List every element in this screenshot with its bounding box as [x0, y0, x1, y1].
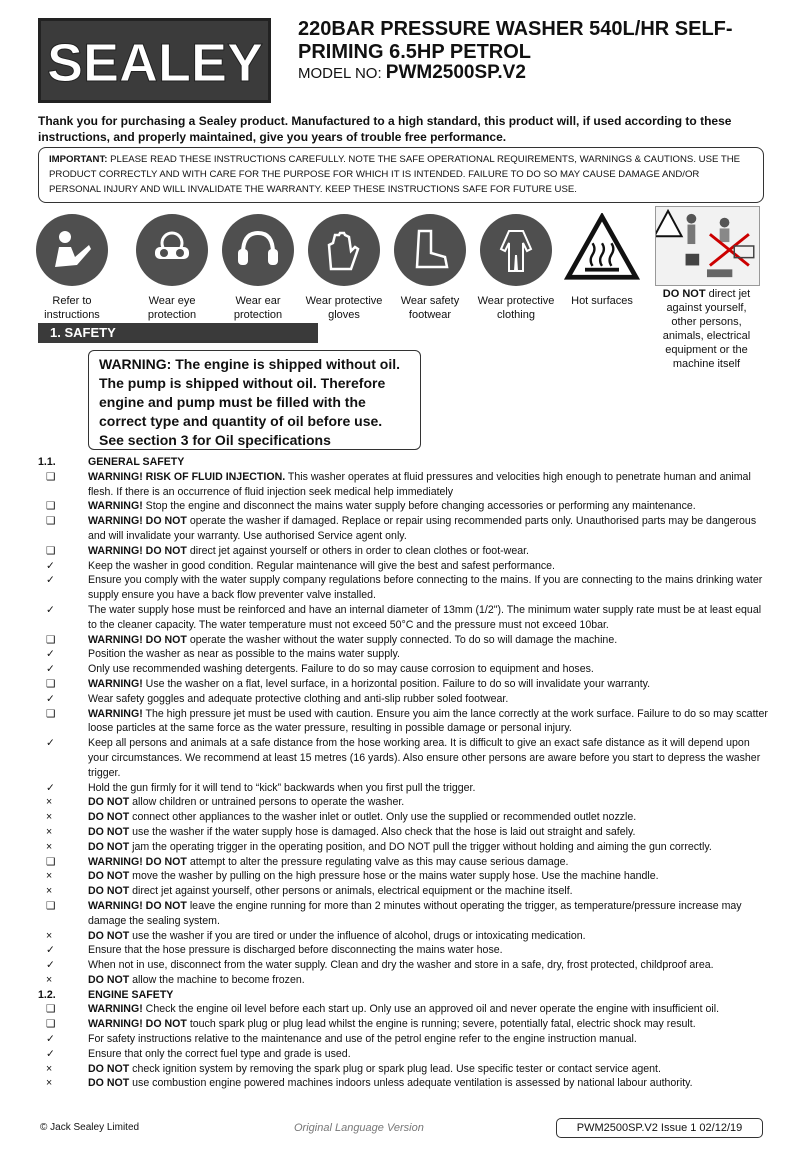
sealey-logo: [38, 18, 271, 103]
bullet-symbol: ✓: [46, 559, 55, 572]
ppe-item: [476, 208, 556, 322]
rule-text: [88, 869, 772, 884]
rule-text: [88, 884, 772, 899]
icon-label: Wear protective clothing: [477, 295, 555, 321]
list-item: [38, 781, 772, 796]
rule-text: [88, 662, 772, 677]
list-item: [38, 1062, 772, 1077]
general-safety-list: [38, 470, 772, 988]
rule-bold: WARNING!: [88, 677, 143, 690]
rule-body: use the washer if you are tired or under the influence of alcohol, drugs or intoxicating medication.: [129, 929, 586, 942]
list-item: [38, 1047, 772, 1062]
bullet-symbol: ❑: [46, 707, 56, 720]
intro-text: Thank you for purchasing a Sealey product. Manufactured to a high standard, this product will, if used according to these instructions, and properly maintained, give you years of trouble free performance.: [38, 114, 732, 144]
section-title: GENERAL SAFETY: [88, 456, 185, 468]
rule-bold: DO NOT: [88, 973, 130, 986]
rule-bold: DO NOT: [88, 796, 130, 809]
bullet-symbol: ✓: [46, 737, 55, 750]
rule-text: [88, 1017, 772, 1032]
no-jet-icon: [656, 207, 757, 283]
model-label: MODEL NO:: [298, 65, 382, 82]
list-item: [38, 544, 772, 559]
list-item: [38, 1032, 772, 1047]
list-item: [38, 514, 772, 544]
list-item: [38, 1076, 772, 1091]
rule-text: [88, 973, 772, 988]
list-item: [38, 973, 772, 988]
rule-bold: WARNING!: [88, 707, 143, 720]
bullet-symbol: ✓: [46, 648, 55, 661]
bullet-symbol: ✓: [46, 603, 55, 616]
rule-text: [88, 559, 772, 574]
bullet-symbol: ❑: [46, 500, 56, 513]
rule-body: allow children or untrained persons to operate the washer.: [129, 796, 405, 809]
rule-body: For safety instructions relative to the maintenance and use of the petrol engine refer to the engine instruction manual.: [88, 1033, 637, 1046]
bullet-symbol: ❑: [46, 470, 56, 483]
list-item: [38, 855, 772, 870]
goggles-icon: [149, 227, 195, 273]
section-heading: 1. SAFETY: [38, 323, 318, 343]
rule-text: [88, 470, 772, 500]
page-title: 220BAR PRESSURE WASHER 540L/HR SELF-PRIMING 6.5HP PETROL: [298, 18, 733, 63]
rule-body: move the washer by pulling on the high pressure hose or the mains water supply hose. Use the machine handle.: [129, 870, 659, 883]
list-item: [38, 692, 772, 707]
rule-text: [88, 603, 772, 633]
rule-text: [88, 1032, 772, 1047]
hot-surface-icon: [564, 213, 640, 281]
rule-bold: DO NOT: [88, 870, 130, 883]
rule-body: allow the machine to become frozen.: [129, 973, 305, 986]
rule-text: [88, 795, 772, 810]
bullet-symbol: ✓: [46, 944, 55, 957]
rule-text: [88, 707, 772, 737]
rule-body: operate the washer if damaged. Replace or repair using recommended parts only. Unauthorised parts may be dangerous and will invalidate your warranty. Use authorised Service agent only.: [88, 515, 757, 542]
rule-text: [88, 736, 772, 780]
rule-bold: WARNING!: [88, 1003, 143, 1016]
list-item: [38, 958, 772, 973]
engine-safety-list: [38, 1002, 772, 1091]
footer-language: Original Language Version: [294, 1122, 424, 1134]
important-label: IMPORTANT:: [49, 154, 108, 165]
list-item: [38, 943, 772, 958]
rule-text: [88, 958, 772, 973]
section-title: ENGINE SAFETY: [88, 988, 174, 1001]
bullet-symbol: ✓: [46, 663, 55, 676]
ear-defenders-icon: [235, 227, 281, 273]
bullet-symbol: ×: [46, 929, 53, 942]
rule-text: [88, 1047, 772, 1062]
bullet-symbol: ×: [46, 1062, 53, 1075]
rule-bold: DO NOT: [88, 825, 130, 838]
rule-body: Keep the washer in good condition. Regular maintenance will give the best and safest performance.: [88, 559, 555, 572]
ppe-item: [132, 208, 212, 322]
rule-text: [88, 825, 772, 840]
ppe-item: [218, 208, 298, 322]
rule-text: [88, 1076, 772, 1091]
bullet-symbol: ❑: [46, 677, 56, 690]
list-item: [38, 707, 772, 737]
rule-text: [88, 647, 772, 662]
bullet-symbol: ❑: [46, 544, 56, 557]
footer-copyright: © Jack Sealey Limited: [40, 1122, 140, 1133]
rule-text: [88, 514, 772, 544]
model-number: [298, 62, 526, 84]
bullet-symbol: ×: [46, 870, 53, 883]
rule-text: [88, 810, 772, 825]
rule-body: leave the engine running for more than 2 minutes without operating the trigger, as temperature/pressure increase may damage the sealing system.: [88, 899, 742, 927]
rule-bold: WARNING!: [88, 500, 143, 513]
bullet-symbol: ×: [46, 885, 53, 898]
rule-text: [88, 1062, 772, 1077]
list-item: [38, 884, 772, 899]
rule-body: direct jet against yourself, other persons or animals, electrical equipment or the machine itself.: [129, 885, 573, 898]
bullet-symbol: ✓: [46, 1033, 55, 1046]
list-item: [38, 929, 772, 944]
svg-text:SEALEY: SEALEY: [46, 32, 263, 93]
rule-text: [88, 1002, 772, 1017]
rule-body: use the washer if the water supply hose is damaged. Also check that the hose is laid out straight and safely.: [129, 825, 636, 838]
section-number: 1.1.: [38, 456, 56, 468]
rule-bold: WARNING! DO NOT: [88, 633, 187, 646]
oil-warning-box: WARNING: The engine is shipped without oil. The pump is shipped without oil. Therefore engine and pump must be filled with the correct type and quantity of oil before use. See section 3 for Oil specifications: [88, 350, 421, 450]
icon-label: Wear ear protection: [233, 295, 283, 321]
list-item: [38, 662, 772, 677]
jet-warning-label: [655, 287, 758, 371]
rule-bold: WARNING! DO NOT: [88, 899, 187, 912]
list-item: [38, 825, 772, 840]
rule-body: This washer operates at fluid pressures and velocities high enough to penetrate human and animal flesh. If there is an occurrence of fluid injection seek medical help immediately: [88, 470, 751, 498]
bullet-symbol: ×: [46, 796, 53, 809]
model-value: PWM2500SP.V2: [385, 62, 526, 83]
rule-body: Keep all persons and animals at a safe distance from the hose working area. It is difficult to give an exact safe distance as it will depend upon your circumstances. We recommend at least 15 metres (16 yards). Also ensure other persons are aware before you start to depress the washer trigger.: [88, 737, 761, 779]
list-item: [38, 1017, 772, 1032]
rule-body: Only use recommended washing detergents. Failure to do so may cause corrosion to equipment and hoses.: [88, 663, 594, 676]
rule-bold: WARNING! RISK OF FLUID INJECTION.: [88, 470, 286, 483]
rule-text: [88, 899, 772, 929]
rule-body: direct jet against yourself or others in order to clean clothes or foot-wear.: [186, 544, 529, 557]
rule-body: Use the washer on a flat, level surface, in a horizontal position. Failure to do so will invalidate your warranty.: [142, 677, 651, 690]
rule-bold: DO NOT: [88, 811, 130, 824]
list-item: [38, 633, 772, 648]
icon-label: Wear eye protection: [147, 295, 197, 321]
list-item: [38, 840, 772, 855]
rule-text: [88, 499, 772, 514]
boot-icon: [407, 227, 453, 273]
rule-body: touch spark plug or plug lead whilst the engine is running; severe, potentially fatal, electric shock may result.: [186, 1018, 696, 1031]
rule-body: The high pressure jet must be used with caution. Ensure you aim the lance correctly at the work surface. Failure to do so may scatter loose particles at the same force as the water pressure, resulting in possible damage or personal injury.: [88, 707, 768, 735]
ppe-item: [562, 208, 642, 308]
bullet-symbol: ❑: [46, 1003, 56, 1016]
safety-rules: [38, 455, 772, 1091]
rule-body: Check the engine oil level before each start up. Only use an approved oil and never operate the engine with insufficient oil.: [142, 1003, 720, 1016]
rule-text: [88, 573, 772, 603]
general-safety-heading: [38, 455, 772, 470]
rule-body: Position the washer as near as possible to the mains water supply.: [88, 648, 400, 661]
bullet-symbol: ✓: [46, 781, 55, 794]
rule-text: [88, 840, 772, 855]
gloves-icon: [321, 227, 367, 273]
list-item: [38, 559, 772, 574]
icon-label: Hot surfaces: [571, 295, 633, 307]
list-item: [38, 499, 772, 514]
rule-text: [88, 943, 772, 958]
jet-warning-image: [655, 206, 760, 286]
rule-body: Hold the gun firmly for it will tend to “kick” backwards when you first pull the trigger.: [88, 781, 476, 794]
rule-body: jam the operating trigger in the operating position, and DO NOT pull the trigger without holding and aiming the gun correctly.: [129, 840, 712, 853]
section-number: 1.2.: [38, 988, 56, 1001]
important-notice: [38, 147, 764, 203]
bullet-symbol: ×: [46, 811, 53, 824]
rule-body: use combustion engine powered machines indoors unless adequate ventilation is assessed by national labour authority.: [129, 1077, 693, 1090]
rule-bold: DO NOT: [88, 885, 130, 898]
ppe-item: [390, 208, 470, 322]
rule-body: check ignition system by removing the spark plug or spark plug lead. Use specific tester or contact service agent.: [129, 1062, 661, 1075]
rule-bold: WARNING! DO NOT: [88, 1018, 187, 1031]
list-item: [38, 603, 772, 633]
ppe-item: [32, 208, 112, 322]
rule-text: [88, 544, 772, 559]
bullet-symbol: ✓: [46, 959, 55, 972]
rule-text: [88, 929, 772, 944]
list-item: [38, 869, 772, 884]
rule-text: [88, 677, 772, 692]
rule-body: When not in use, disconnect from the water supply. Clean and dry the washer and store in a safe, dry, frost protected, childproof area.: [88, 959, 714, 972]
footer-issue: PWM2500SP.V2 Issue 1 02/12/19: [556, 1118, 763, 1138]
list-item: [38, 470, 772, 500]
rule-body: operate the washer without the water supply connected. To do so will damage the machine.: [186, 633, 618, 646]
rule-body: Stop the engine and disconnect the mains water supply before changing accessories or performing any maintenance.: [142, 500, 696, 513]
book-reader-icon: [49, 227, 95, 273]
rule-bold: DO NOT: [88, 840, 130, 853]
rule-body: Ensure you comply with the water supply company regulations before connecting to the mains. If you are connecting to the mains drinking water supply ensure you have a back flow preventer valve installed.: [88, 574, 763, 602]
icon-label: Wear safety footwear: [400, 295, 460, 321]
rule-text: [88, 692, 772, 707]
bullet-symbol: ×: [46, 840, 53, 853]
bullet-symbol: ✓: [46, 692, 55, 705]
bullet-symbol: ❑: [46, 855, 56, 868]
important-text: PLEASE READ THESE INSTRUCTIONS CAREFULLY. NOTE THE SAFE OPERATIONAL REQUIREMENTS, WARNINGS & CAUTIONS. USE THE PRODUCT CORRECTLY AND WITH CARE FOR THE PURPOSE FOR WHICH IT IS INTENDED. FAILURE TO DO SO MAY CAUSE DAMAGE AND/OR PERSONAL INJURY AND WILL INVALIDATE THE WARRANTY. KEEP THESE INSTRUCTIONS SAFE FOR FUTURE USE.: [49, 154, 741, 195]
rule-bold: WARNING! DO NOT: [88, 544, 187, 557]
bullet-symbol: ❑: [46, 1018, 56, 1031]
jet-warning-bold: DO NOT: [662, 288, 706, 300]
bullet-symbol: ❑: [46, 515, 56, 528]
bullet-symbol: ×: [46, 973, 53, 986]
rule-bold: WARNING! DO NOT: [88, 855, 187, 868]
list-item: [38, 736, 772, 780]
bullet-symbol: ×: [46, 825, 53, 838]
list-item: [38, 899, 772, 929]
list-item: [38, 810, 772, 825]
rule-bold: WARNING! DO NOT: [88, 515, 187, 528]
icon-label: Refer to instructions: [44, 295, 100, 321]
rule-bold: DO NOT: [88, 1077, 130, 1090]
bullet-symbol: ×: [46, 1077, 53, 1090]
icon-label: Wear protective gloves: [305, 295, 383, 321]
bullet-symbol: ❑: [46, 899, 56, 912]
rule-body: Ensure that the hose pressure is discharged before disconnecting the mains water hose.: [88, 944, 503, 957]
rule-bold: DO NOT: [88, 929, 130, 942]
rule-body: Wear safety goggles and adequate protective clothing and anti-slip rubber soled footwear.: [88, 692, 509, 705]
bullet-symbol: ✓: [46, 574, 55, 587]
list-item: [38, 677, 772, 692]
list-item: [38, 573, 772, 603]
overalls-icon: [493, 227, 539, 273]
logo-wordmark: [45, 25, 265, 97]
bullet-symbol: ❑: [46, 633, 56, 646]
rule-body: connect other appliances to the washer inlet or outlet. Only use the supplied or recommended outlet nozzle.: [129, 811, 637, 824]
bullet-symbol: ✓: [46, 1047, 55, 1060]
rule-text: [88, 855, 772, 870]
rule-bold: DO NOT: [88, 1062, 130, 1075]
list-item: [38, 1002, 772, 1017]
ppe-item: [304, 208, 384, 322]
engine-safety-heading: [38, 988, 772, 1003]
list-item: [38, 647, 772, 662]
rule-body: Ensure that only the correct fuel type and grade is used.: [88, 1047, 351, 1060]
rule-text: [88, 633, 772, 648]
jet-warning-text: direct jet against yourself, other persons, animals, electrical equipment or the machine itself: [662, 288, 751, 370]
rule-body: attempt to alter the pressure regulating valve as this may cause serious damage.: [186, 855, 569, 868]
list-item: [38, 795, 772, 810]
rule-text: [88, 781, 772, 796]
rule-body: The water supply hose must be reinforced and have an internal diameter of 13mm (1/2"). The minimum water supply rate must be at least equal to the cleaner capacity. The water temperature must not exceed 50°C and the pressure must not exceed 10bar.: [88, 603, 762, 631]
